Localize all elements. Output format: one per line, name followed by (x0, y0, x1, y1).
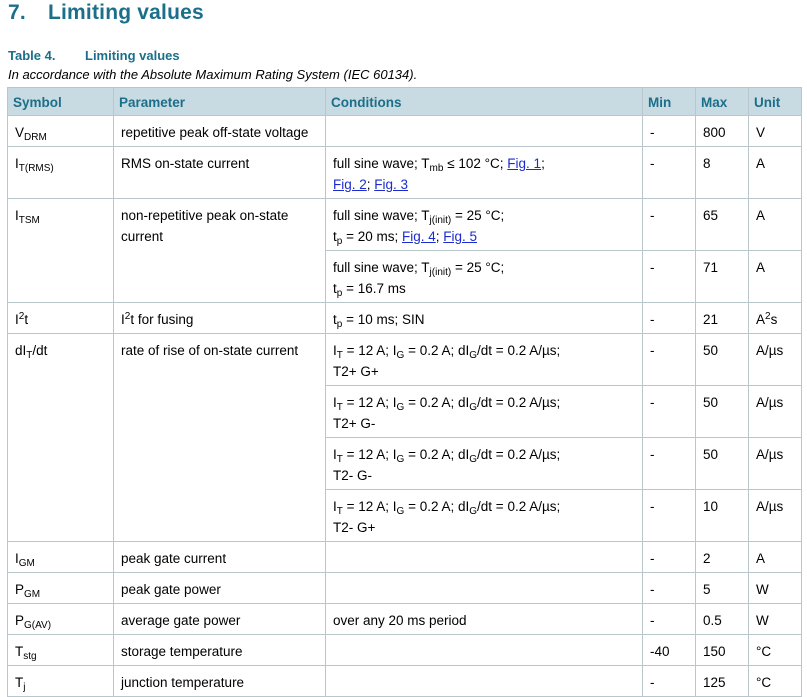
unit-cell: °C (749, 666, 802, 697)
symbol-text: T (15, 644, 24, 659)
symbol-cell (8, 116, 114, 147)
section-number: 7. (8, 1, 26, 24)
max-cell: 50 (696, 438, 749, 490)
symbol-subscript: DRM (24, 132, 47, 143)
header-symbol: Symbol (8, 88, 114, 116)
fig-5-link[interactable]: Fig. 5 (443, 229, 478, 244)
condition-text: = 10 ms; SIN (342, 312, 425, 327)
condition-text: full sine wave; T (333, 156, 430, 171)
unit-cell: A (749, 199, 802, 251)
condition-text: = 25 °C; (451, 208, 505, 223)
max-cell: 150 (696, 635, 749, 666)
symbol-subscript: T (26, 350, 33, 361)
header-conditions: Conditions (326, 88, 643, 116)
condition-text: = 25 °C; (451, 260, 505, 275)
symbol-subscript: T(RMS) (18, 163, 54, 174)
unit-text: A (756, 312, 766, 327)
conditions-cell (326, 438, 643, 490)
table-row (8, 303, 802, 334)
symbol-cell (8, 334, 114, 542)
symbol-cell (8, 542, 114, 573)
symbol-text: /dt (32, 343, 48, 358)
max-cell: 50 (696, 334, 749, 386)
condition-text: t (333, 281, 337, 296)
symbol-subscript: G(AV) (24, 620, 52, 631)
parameter-text: t for fusing (130, 312, 194, 327)
conditions-cell: over any 20 ms period (326, 604, 643, 635)
min-cell: - (643, 334, 696, 386)
condition-subscript: G (469, 402, 478, 413)
condition-subscript: j(init) (429, 267, 452, 278)
conditions-cell (326, 251, 643, 303)
unit-text: s (770, 312, 778, 327)
symbol-superscript: 2 (18, 311, 25, 322)
symbol-text: P (15, 613, 25, 628)
max-cell: 2 (696, 542, 749, 573)
min-cell: - (643, 573, 696, 604)
table-header-row (8, 88, 802, 116)
min-cell: - (643, 438, 696, 490)
table-row (8, 666, 802, 697)
parameter-cell: repetitive peak off-state voltage (114, 116, 326, 147)
table-row (8, 542, 802, 573)
table-row (8, 116, 802, 147)
conditions-cell (326, 303, 643, 334)
unit-cell: A (749, 542, 802, 573)
conditions-cell (326, 666, 643, 697)
separator: ; (541, 156, 545, 171)
section-title: Limiting values (48, 1, 204, 24)
conditions-cell (326, 147, 643, 199)
max-cell: 50 (696, 386, 749, 438)
parameter-cell: RMS on-state current (114, 147, 326, 199)
unit-cell: W (749, 604, 802, 635)
condition-subscript: T (336, 350, 343, 361)
condition-subscript: G (396, 350, 405, 361)
condition-subscript: G (469, 506, 478, 517)
condition-subscript: j(init) (429, 215, 452, 226)
conditions-cell (326, 490, 643, 542)
max-cell: 71 (696, 251, 749, 303)
condition-subscript: G (396, 402, 405, 413)
min-cell: - (643, 542, 696, 573)
fig-3-link[interactable]: Fig. 3 (374, 177, 409, 192)
min-cell: - (643, 147, 696, 199)
separator: ; (435, 229, 444, 244)
condition-text: full sine wave; T (333, 260, 430, 275)
conditions-cell (326, 334, 643, 386)
quadrant-text: T2+ G- (333, 416, 376, 431)
conditions-cell (326, 116, 643, 147)
symbol-cell (8, 147, 114, 199)
unit-cell: A/µs (749, 334, 802, 386)
condition-text: = 12 A; I (342, 395, 397, 410)
condition-text: = 12 A; I (342, 499, 397, 514)
fig-2-link[interactable]: Fig. 2 (333, 177, 367, 192)
unit-cell: A/µs (749, 490, 802, 542)
parameter-cell: peak gate power (114, 573, 326, 604)
min-cell: - (643, 386, 696, 438)
parameter-cell (114, 303, 326, 334)
condition-subscript: G (396, 454, 405, 465)
unit-superscript: 2 (765, 311, 771, 322)
parameter-cell: rate of rise of on-state current (114, 334, 326, 542)
table-row (8, 199, 802, 251)
min-cell: - (643, 604, 696, 635)
header-parameter: Parameter (114, 88, 326, 116)
condition-subscript: T (336, 402, 343, 413)
condition-text: = 0.2 A; dI (404, 499, 470, 514)
parameter-cell: non-repetitive peak on-state current (114, 199, 326, 303)
condition-text: I (333, 343, 337, 358)
condition-text: = 0.2 A; dI (404, 343, 470, 358)
condition-subscript: p (336, 236, 343, 247)
parameter-text: I (121, 312, 125, 327)
quadrant-text: T2- G- (333, 468, 372, 483)
max-cell: 10 (696, 490, 749, 542)
symbol-text: P (15, 582, 25, 597)
unit-cell: A (749, 251, 802, 303)
fig-4-link[interactable]: Fig. 4 (401, 229, 436, 244)
table-row (8, 604, 802, 635)
symbol-text: I (15, 312, 19, 327)
table-label: Table 4. (8, 48, 56, 63)
quadrant-text: T2+ G+ (333, 364, 379, 379)
separator: ; (366, 177, 375, 192)
condition-text: /dt = 0.2 A/µs; (477, 343, 561, 358)
min-cell: - (643, 116, 696, 147)
conditions-cell (326, 573, 643, 604)
max-cell: 21 (696, 303, 749, 334)
table-row (8, 147, 802, 199)
symbol-text: I (15, 156, 19, 171)
symbol-subscript: j (23, 682, 26, 693)
symbol-text: t (24, 312, 29, 327)
fig-1-link[interactable]: Fig. 1 (507, 156, 542, 171)
condition-text: = 12 A; I (342, 343, 397, 358)
condition-text: /dt = 0.2 A/µs; (477, 395, 561, 410)
conditions-cell (326, 635, 643, 666)
unit-cell: W (749, 573, 802, 604)
condition-text: I (333, 447, 337, 462)
condition-subscript: p (336, 288, 343, 299)
conditions-cell (326, 386, 643, 438)
symbol-text: dI (15, 343, 27, 358)
condition-text: = 0.2 A; dI (404, 395, 470, 410)
parameter-cell: storage temperature (114, 635, 326, 666)
min-cell: - (643, 251, 696, 303)
header-min: Min (643, 88, 696, 116)
symbol-cell (8, 199, 114, 303)
condition-text: t (333, 229, 337, 244)
symbol-subscript: TSM (18, 215, 40, 226)
symbol-text: V (15, 125, 25, 140)
table-note: In accordance with the Absolute Maximum Rating System (IEC 60134). (8, 67, 418, 82)
condition-subscript: T (336, 454, 343, 465)
table-title: Limiting values (85, 48, 180, 63)
max-cell: 65 (696, 199, 749, 251)
condition-subscript: G (469, 454, 478, 465)
unit-cell: °C (749, 635, 802, 666)
symbol-cell (8, 604, 114, 635)
header-unit: Unit (749, 88, 802, 116)
max-cell: 8 (696, 147, 749, 199)
condition-subscript: T (336, 506, 343, 517)
quadrant-text: T2- G+ (333, 520, 376, 535)
condition-text: I (333, 499, 337, 514)
unit-cell: A/µs (749, 438, 802, 490)
condition-text: = 20 ms; (342, 229, 402, 244)
unit-cell: V (749, 116, 802, 147)
symbol-cell (8, 666, 114, 697)
condition-text: = 16.7 ms (342, 281, 406, 296)
condition-subscript: G (469, 350, 478, 361)
conditions-cell (326, 199, 643, 251)
parameter-superscript: 2 (124, 311, 131, 322)
condition-subscript: p (336, 319, 343, 330)
condition-text: I (333, 395, 337, 410)
table-caption (8, 48, 180, 63)
min-cell: - (643, 303, 696, 334)
symbol-text: I (15, 551, 19, 566)
min-cell: - (643, 490, 696, 542)
condition-text: /dt = 0.2 A/µs; (477, 499, 561, 514)
parameter-cell: average gate power (114, 604, 326, 635)
symbol-text: I (15, 208, 19, 223)
header-max: Max (696, 88, 749, 116)
symbol-text: T (15, 675, 24, 690)
min-cell: - (643, 666, 696, 697)
unit-cell (749, 303, 802, 334)
limiting-values-table (7, 87, 802, 697)
parameter-cell: peak gate current (114, 542, 326, 573)
symbol-subscript: GM (24, 589, 41, 600)
condition-subscript: mb (429, 163, 444, 174)
max-cell: 0.5 (696, 604, 749, 635)
unit-cell: A/µs (749, 386, 802, 438)
condition-text: = 12 A; I (342, 447, 397, 462)
condition-text: = 0.2 A; dI (404, 447, 470, 462)
symbol-cell (8, 635, 114, 666)
condition-text: full sine wave; T (333, 208, 430, 223)
condition-text: ≤ 102 °C; (443, 156, 508, 171)
symbol-subscript: GM (18, 558, 35, 569)
max-cell: 125 (696, 666, 749, 697)
max-cell: 800 (696, 116, 749, 147)
section-heading (8, 1, 204, 25)
table-row (8, 573, 802, 604)
min-cell: -40 (643, 635, 696, 666)
conditions-cell (326, 542, 643, 573)
condition-subscript: G (396, 506, 405, 517)
condition-text: t (333, 312, 337, 327)
unit-cell: A (749, 147, 802, 199)
table-row (8, 334, 802, 386)
symbol-cell (8, 573, 114, 604)
symbol-subscript: stg (23, 651, 37, 662)
condition-text: /dt = 0.2 A/µs; (477, 447, 561, 462)
min-cell: - (643, 199, 696, 251)
max-cell: 5 (696, 573, 749, 604)
parameter-cell: junction temperature (114, 666, 326, 697)
table-row (8, 635, 802, 666)
symbol-cell (8, 303, 114, 334)
